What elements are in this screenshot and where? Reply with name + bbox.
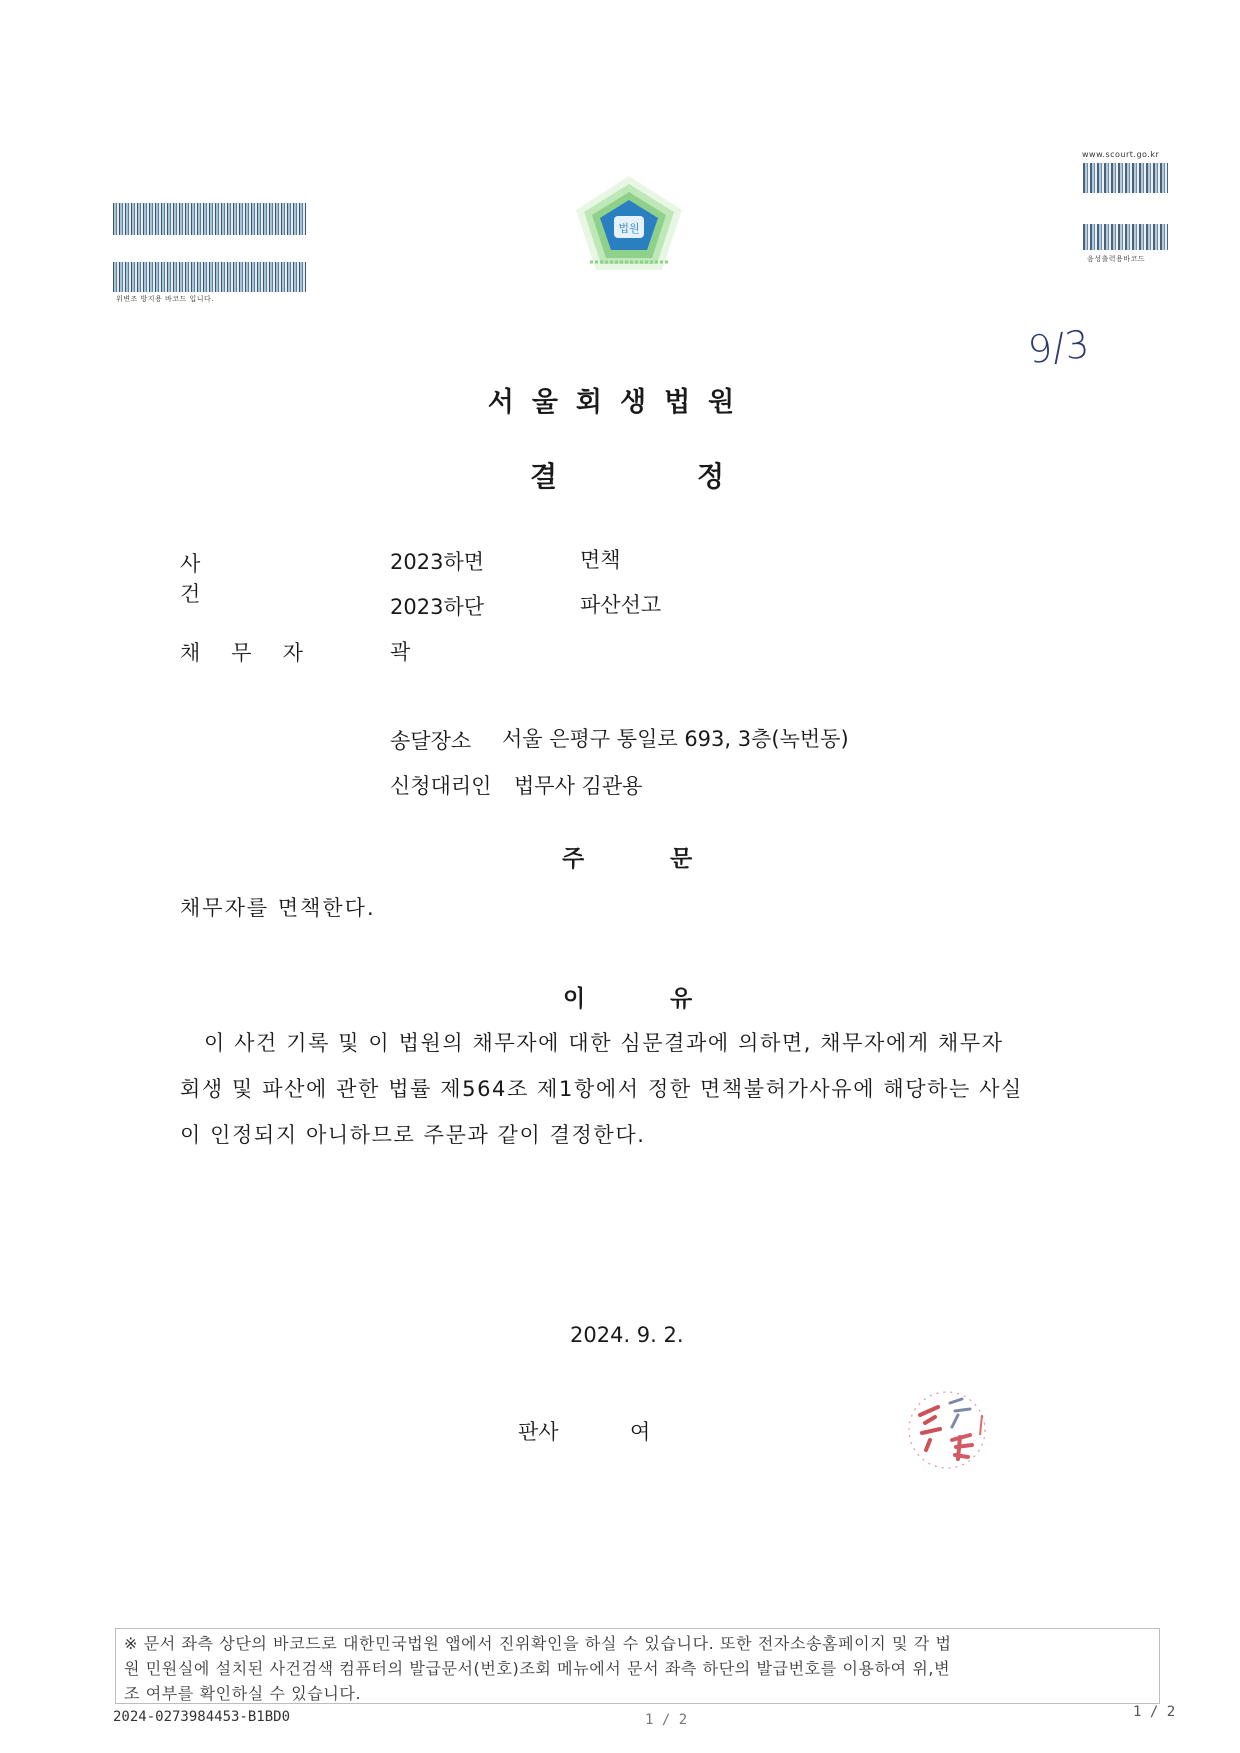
court-name: 서울회생법원: [487, 387, 753, 418]
reason-line-3: 이 인정되지 아니하므로 주문과 같이 결정한다.: [180, 1123, 646, 1147]
document-type-left: 결: [530, 460, 558, 493]
reason-heading-left: 이: [563, 986, 586, 1012]
document-type-right: 정: [697, 460, 725, 493]
case-title-2: 파산선고: [580, 593, 662, 617]
agent-label: 신청대리인: [390, 774, 492, 798]
address-value: 서울 은평구 통일로 693, 3층(녹번동): [502, 727, 849, 751]
court-emblem-icon: [570, 170, 688, 276]
reason-heading-right: 유: [670, 986, 693, 1012]
judge-name: 여: [630, 1420, 651, 1444]
case-number-1: 2023하면: [390, 550, 485, 574]
order-heading-right: 문: [670, 846, 693, 872]
emblem-text: 법원: [618, 222, 640, 235]
order-heading-left: 주: [562, 846, 585, 872]
qr-barcode-top-right: [1083, 163, 1168, 193]
reason-body: [180, 1020, 1080, 1158]
page-number-center: 1 / 2: [645, 1712, 688, 1728]
debtor-name: 곽: [390, 640, 411, 664]
audio-barcode: [1083, 224, 1168, 250]
verification-barcode-bottom: [113, 262, 306, 292]
page-number-right: 1 / 2: [1133, 1704, 1176, 1720]
case-number-2: 2023하단: [390, 595, 485, 619]
decision-date: 2024. 9. 2.: [570, 1323, 684, 1347]
judge-seal-stamp: [900, 1385, 995, 1475]
agent-value: 법무사 김관용: [514, 774, 643, 798]
reason-line-1: 이 사건 기록 및 이 법원의 채무자에 대한 심문결과에 의하면, 채무자에게 채무자: [204, 1031, 1004, 1055]
issue-number: 2024-0273984453-B1BD0: [113, 1709, 291, 1725]
reason-line-2: 회생 및 파산에 관한 법률 제564조 제1항에서 정한 면책불허가사유에 해당하는 사실: [180, 1077, 1023, 1101]
notice-line-1: ※ 문서 좌측 상단의 바코드로 대한민국법원 앱에서 진위확인을 하실 수 있습니다. 또한 전자소송홈페이지 및 각 법: [124, 1634, 952, 1653]
verification-barcode-top: [113, 203, 306, 235]
site-url: www.scourt.go.kr: [1082, 150, 1160, 159]
order-text: 채무자를 면책한다.: [180, 896, 376, 920]
barcode-caption-right: 음성출력용바코드: [1087, 255, 1146, 263]
verification-notice: [115, 1628, 1160, 1704]
case-title-1: 면책: [580, 548, 621, 572]
debtor-label: 채무자: [180, 641, 334, 665]
handwritten-note: 9/3: [1025, 321, 1092, 373]
address-label: 송달장소: [390, 729, 472, 753]
notice-line-3: 조 여부를 확인하실 수 있습니다.: [124, 1684, 362, 1703]
case-label: [180, 548, 302, 608]
judge-label: 판사: [518, 1420, 559, 1444]
case-label-text: 사건: [180, 552, 275, 606]
barcode-caption-left: 위변조 방지용 바코드 입니다.: [116, 295, 215, 303]
notice-line-2: 원 민원실에 설치된 사건검색 컴퓨터의 발급문서(번호)조회 메뉴에서 문서 좌측 하단의 발급번호를 이용하여 위,변: [124, 1659, 951, 1678]
